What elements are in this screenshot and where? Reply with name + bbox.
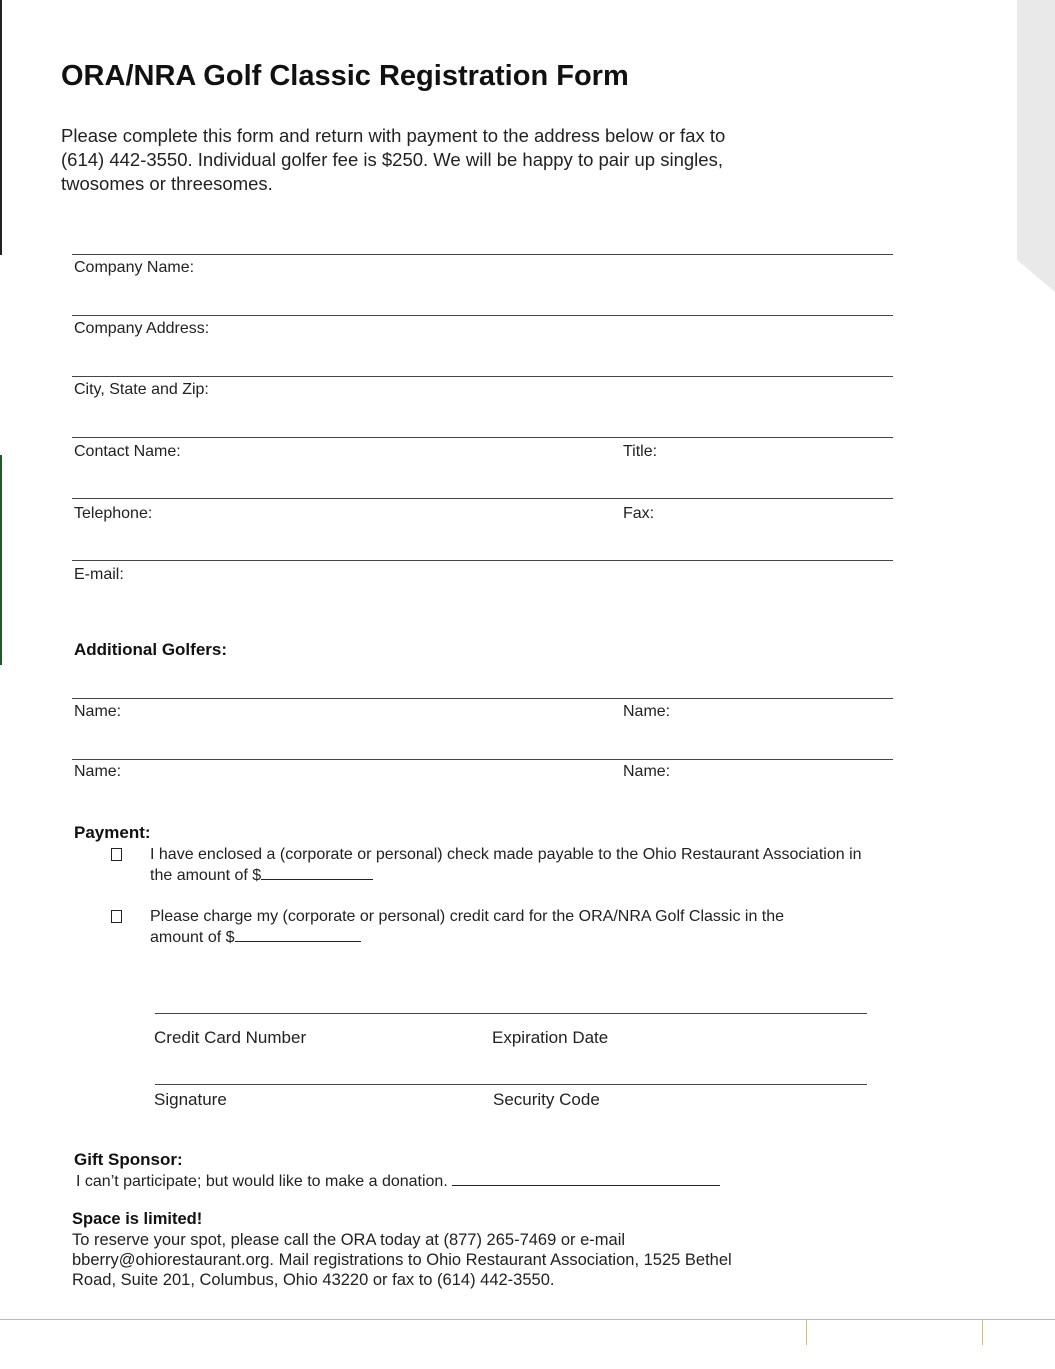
company-address-line[interactable] bbox=[72, 315, 893, 316]
golfer-name-line[interactable] bbox=[72, 698, 893, 699]
check-payment-line bbox=[150, 865, 910, 886]
company-name-label: Company Name: bbox=[74, 259, 195, 276]
signature-label: Signature bbox=[154, 1090, 227, 1109]
footer-divider bbox=[982, 1320, 983, 1345]
fax-label: Fax: bbox=[623, 505, 655, 522]
email-label: E-mail: bbox=[74, 566, 124, 583]
check-amount-blank[interactable] bbox=[261, 865, 373, 880]
check-payment-text bbox=[150, 845, 910, 886]
city-state-zip-label: City, State and Zip: bbox=[74, 381, 209, 398]
company-name-line[interactable] bbox=[72, 254, 893, 255]
card-amount-label: amount of $ bbox=[150, 929, 235, 946]
golfer-name-label: Name: bbox=[74, 703, 122, 720]
gift-sponsor-heading: Gift Sponsor: bbox=[74, 1150, 183, 1169]
donation-blank[interactable] bbox=[452, 1171, 720, 1186]
card-amount-blank[interactable] bbox=[235, 927, 361, 942]
company-address-label: Company Address: bbox=[74, 320, 210, 337]
check-payment-line: I have enclosed a (corporate or personal) check made payable to the Ohio Restaurant Association in bbox=[150, 846, 862, 863]
space-limited-heading: Space is limited! bbox=[72, 1210, 203, 1228]
check-amount-label: the amount of $ bbox=[150, 867, 262, 884]
credit-card-line[interactable] bbox=[155, 1013, 867, 1014]
title-label: Title: bbox=[623, 443, 658, 460]
page-edge-left bbox=[0, 0, 2, 255]
reservation-line: To reserve your spot, please call the ORA today at (877) 265-7469 or e-mail bbox=[72, 1231, 626, 1249]
expiration-date-label: Expiration Date bbox=[492, 1028, 609, 1047]
reservation-info bbox=[72, 1230, 792, 1290]
gift-sponsor-text: I can’t participate; but would like to make a donation. bbox=[76, 1173, 448, 1190]
payment-heading: Payment: bbox=[74, 823, 151, 842]
intro-line: twosomes or threesomes. bbox=[61, 173, 273, 194]
check-payment-checkbox[interactable] bbox=[111, 848, 122, 861]
golfer-name-label: Name: bbox=[623, 703, 671, 720]
page-edge-accent bbox=[0, 455, 2, 665]
city-state-zip-line[interactable] bbox=[72, 376, 893, 377]
golfer-name-label: Name: bbox=[623, 763, 671, 780]
reservation-line: Road, Suite 201, Columbus, Ohio 43220 or fax to (614) 442-3550. bbox=[72, 1271, 555, 1289]
contact-name-line[interactable] bbox=[72, 437, 893, 438]
additional-golfers-heading: Additional Golfers: bbox=[74, 640, 227, 659]
footer-rule bbox=[0, 1319, 1055, 1320]
card-payment-line: Please charge my (corporate or personal) credit card for the ORA/NRA Golf Classic in the bbox=[150, 908, 785, 925]
credit-card-number-label: Credit Card Number bbox=[154, 1028, 307, 1047]
gift-sponsor-text-row bbox=[76, 1171, 720, 1192]
telephone-line[interactable] bbox=[72, 498, 893, 499]
card-payment-text bbox=[150, 907, 910, 948]
signature-line[interactable] bbox=[155, 1084, 867, 1085]
intro-line: Please complete this form and return with payment to the address below or fax to bbox=[61, 125, 726, 146]
golfer-name-label: Name: bbox=[74, 763, 122, 780]
intro-line: (614) 442-3550. Individual golfer fee is $250. We will be happy to pair up singles, bbox=[61, 149, 723, 170]
security-code-label: Security Code bbox=[493, 1090, 600, 1109]
card-payment-line bbox=[150, 927, 910, 948]
reservation-line: bberry@ohiorestaurant.org. Mail registrations to Ohio Restaurant Association, 1525 Bethel bbox=[72, 1251, 732, 1269]
page-corner-band bbox=[1017, 0, 1055, 292]
telephone-label: Telephone: bbox=[74, 505, 153, 522]
footer-divider bbox=[806, 1320, 807, 1345]
golfer-name-line[interactable] bbox=[72, 759, 893, 760]
email-line[interactable] bbox=[72, 560, 893, 561]
form-title: ORA/NRA Golf Classic Registration Form bbox=[61, 60, 629, 92]
contact-name-label: Contact Name: bbox=[74, 443, 181, 460]
card-payment-checkbox[interactable] bbox=[111, 910, 122, 923]
intro-paragraph bbox=[61, 124, 801, 196]
